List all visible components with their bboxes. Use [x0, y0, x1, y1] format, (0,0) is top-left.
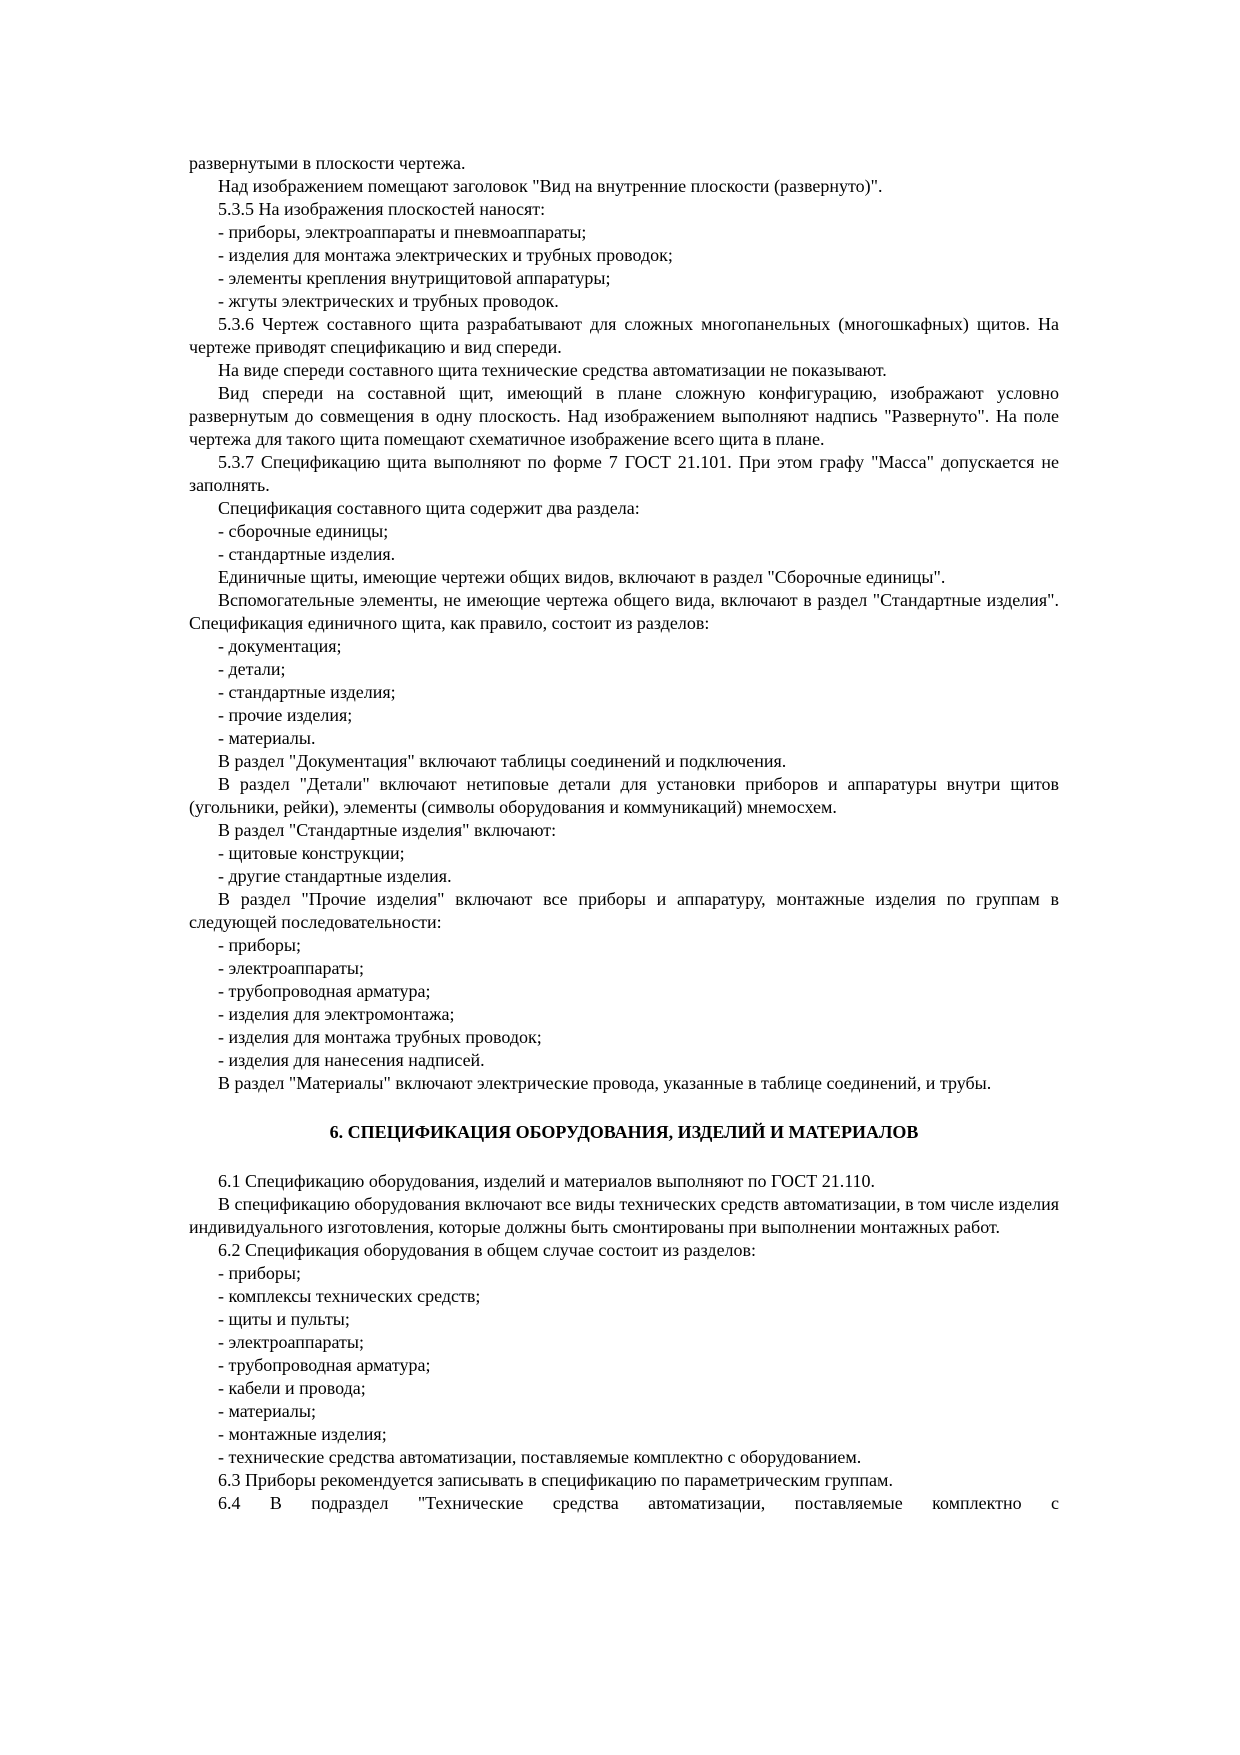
- list-item: - электроаппараты;: [218, 958, 364, 978]
- list-item: - документация;: [218, 636, 342, 656]
- list-item: - щитовые конструкции;: [218, 843, 405, 863]
- list-item: - приборы, электроаппараты и пневмоаппараты;: [218, 222, 587, 242]
- section-heading: 6. СПЕЦИФИКАЦИЯ ОБОРУДОВАНИЯ, ИЗДЕЛИЙ И МАТЕРИАЛОВ: [329, 1122, 919, 1142]
- paragraph: В раздел "Материалы" включают электрические провода, указанные в таблице соединений, и трубы.: [218, 1073, 992, 1093]
- list-item: - жгуты электрических и трубных проводок.: [218, 291, 559, 311]
- list-item: - изделия для электромонтажа;: [218, 1004, 455, 1024]
- paragraph: развернутыми в плоскости чертежа.: [189, 153, 466, 173]
- paragraph: В спецификацию оборудования включают все виды технических средств автоматизации, в том числе изделия индивидуального изготовления, которые должны быть смонтированы при выполнении монтажных работ.: [189, 1194, 1059, 1237]
- list-item: - детали;: [218, 659, 286, 679]
- paragraph: 5.3.6 Чертеж составного щита разрабатывают для сложных многопанельных (многошкафных) щитов. На чертеже приводят спецификацию и вид спереди.: [189, 314, 1059, 357]
- paragraph: В раздел "Прочие изделия" включают все приборы и аппаратуру, монтажные изделия по группам в следующей последовательности:: [189, 889, 1059, 932]
- paragraph: Вспомогательные элементы, не имеющие чертежа общего вида, включают в раздел "Стандартные изделия". Спецификация единичного щита, как правило, состоит из разделов:: [189, 590, 1059, 633]
- paragraph: В раздел "Детали" включают нетиповые детали для установки приборов и аппаратуры внутри щитов (угольники, рейки), элементы (символы оборудования и коммуникаций) мнемосхем.: [189, 774, 1059, 817]
- list-item: - стандартные изделия;: [218, 682, 396, 702]
- list-item: - монтажные изделия;: [218, 1424, 387, 1444]
- paragraph: Единичные щиты, имеющие чертежи общих видов, включают в раздел "Сборочные единицы".: [218, 567, 946, 587]
- list-item: - материалы.: [218, 728, 316, 748]
- list-item: - другие стандартные изделия.: [218, 866, 452, 886]
- list-item: - сборочные единицы;: [218, 521, 389, 541]
- list-item: - изделия для монтажа трубных проводок;: [218, 1027, 542, 1047]
- paragraph: 6.1 Спецификацию оборудования, изделий и материалов выполняют по ГОСТ 21.110.: [218, 1171, 876, 1191]
- document-page: [189, 152, 1059, 1515]
- list-item: - изделия для нанесения надписей.: [218, 1050, 485, 1070]
- list-item: - электроаппараты;: [218, 1332, 364, 1352]
- list-item: - прочие изделия;: [218, 705, 353, 725]
- list-item: - материалы;: [218, 1401, 316, 1421]
- list-item: - комплексы технических средств;: [218, 1286, 481, 1306]
- list-item: - приборы;: [218, 935, 302, 955]
- paragraph: В раздел "Стандартные изделия" включают:: [218, 820, 557, 840]
- paragraph: Спецификация составного щита содержит два раздела:: [218, 498, 640, 518]
- list-item: - технические средства автоматизации, поставляемые комплектно с оборудованием.: [218, 1447, 862, 1467]
- list-item: - трубопроводная арматура;: [218, 1355, 431, 1375]
- paragraph: 6.4 В подраздел "Технические средства автоматизации, поставляемые комплектно с: [218, 1493, 1059, 1513]
- list-item: - щиты и пульты;: [218, 1309, 350, 1329]
- paragraph: В раздел "Документация" включают таблицы соединений и подключения.: [218, 751, 787, 771]
- list-item: - элементы крепления внутрищитовой аппаратуры;: [218, 268, 611, 288]
- list-item: - стандартные изделия.: [218, 544, 396, 564]
- list-item: - приборы;: [218, 1263, 302, 1283]
- paragraph: Вид спереди на составной щит, имеющий в плане сложную конфигурацию, изображают условно развернутым до совмещения в одну плоскость. Над изображением выполняют надпись "Развернуто". На поле чертежа для такого щита помещают схематичное изображение всего щита в плане.: [189, 383, 1059, 449]
- paragraph: 5.3.5 На изображения плоскостей наносят:: [218, 199, 546, 219]
- list-item: - изделия для монтажа электрических и трубных проводок;: [218, 245, 673, 265]
- paragraph: На виде спереди составного щита технические средства автоматизации не показывают.: [218, 360, 887, 380]
- paragraph: 5.3.7 Спецификацию щита выполняют по форме 7 ГОСТ 21.101. При этом графу "Масса" допускается не заполнять.: [189, 452, 1059, 495]
- list-item: - трубопроводная арматура;: [218, 981, 431, 1001]
- paragraph: 6.3 Приборы рекомендуется записывать в спецификацию по параметрическим группам.: [218, 1470, 893, 1490]
- paragraph: Над изображением помещают заголовок "Вид на внутренние плоскости (развернуто)".: [218, 176, 883, 196]
- paragraph: 6.2 Спецификация оборудования в общем случае состоит из разделов:: [218, 1240, 757, 1260]
- list-item: - кабели и провода;: [218, 1378, 366, 1398]
